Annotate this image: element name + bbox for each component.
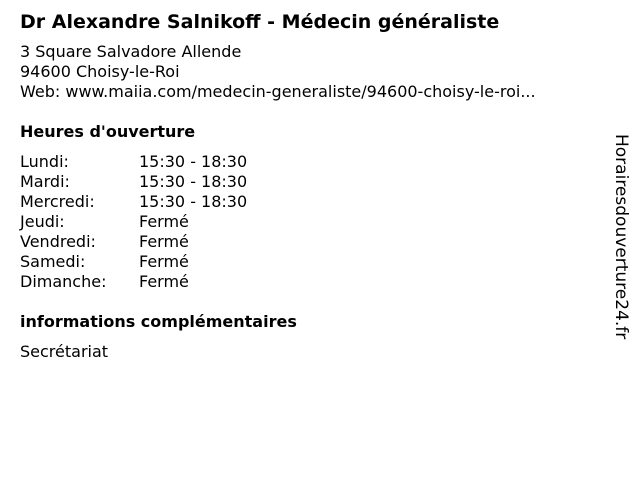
time-value: 15:30 - 18:30 [139, 172, 248, 191]
hours-row-tuesday [20, 172, 610, 192]
day-label: Samedi: [20, 252, 86, 271]
day-label: Dimanche: [20, 272, 107, 291]
day-label: Jeudi: [20, 212, 65, 231]
time-value: Fermé [139, 272, 189, 291]
hours-heading: Heures d'ouverture [20, 122, 196, 141]
day-label: Lundi: [20, 152, 69, 171]
day-label: Mardi: [20, 172, 70, 191]
street-address: 3 Square Salvadore Allende [20, 42, 242, 61]
website-link[interactable]: Web: www.maiia.com/medecin-generaliste/94600-choisy-le-roi... [20, 82, 536, 101]
hours-row-wednesday [20, 192, 610, 212]
time-value: Fermé [139, 232, 189, 251]
page-title: Dr Alexandre Salnikoff - Médecin généraliste [20, 11, 500, 33]
hours-row-monday [20, 152, 610, 172]
info-text: Secrétariat [20, 342, 109, 361]
site-watermark: Horairesdouverture24.fr [611, 134, 631, 340]
time-value: 15:30 - 18:30 [139, 192, 248, 211]
time-value: 15:30 - 18:30 [139, 152, 248, 171]
hours-row-friday [20, 232, 610, 252]
info-heading: informations complémentaires [20, 312, 297, 331]
time-value: Fermé [139, 212, 189, 231]
listing-card [20, 8, 610, 362]
day-label: Mercredi: [20, 192, 95, 211]
address-block [20, 42, 610, 102]
city-postal: 94600 Choisy-le-Roi [20, 62, 180, 81]
hours-row-thursday [20, 212, 610, 232]
time-value: Fermé [139, 252, 189, 271]
hours-row-saturday [20, 252, 610, 272]
hours-row-sunday [20, 272, 610, 292]
day-label: Vendredi: [20, 232, 96, 251]
hours-table [20, 152, 610, 292]
